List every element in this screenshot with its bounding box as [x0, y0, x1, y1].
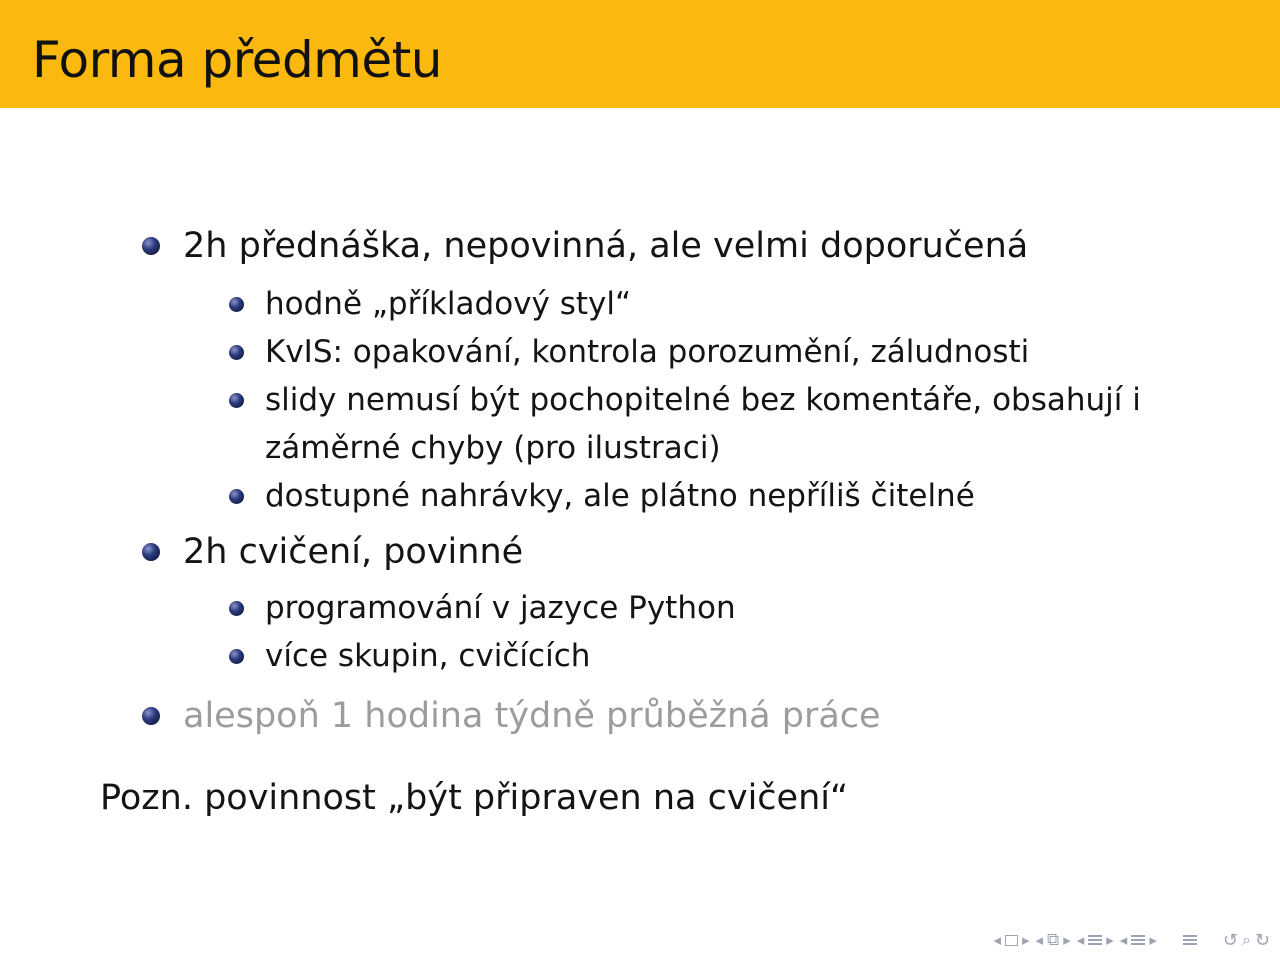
sub-item-text: více skupin, cvičících — [265, 638, 591, 674]
sub-item-text: KvIS: opakování, kontrola porozumění, záludnosti — [265, 334, 1030, 370]
next-slide-icon[interactable]: ▸ — [1149, 931, 1157, 949]
sub-item-text-continued: záměrné chyby (pro ilustraci) — [265, 430, 721, 466]
list-item — [140, 222, 1028, 270]
bullet-icon — [229, 393, 244, 408]
bullet-list-level2 — [228, 280, 1141, 520]
sub-list-item — [228, 472, 1141, 520]
search-icon[interactable]: ⌕ — [1241, 930, 1251, 949]
sub-item-text: hodně „příkladový styl“ — [265, 286, 632, 322]
navigation-bar — [993, 928, 1270, 952]
bullet-icon — [229, 345, 244, 360]
sub-list-item — [228, 376, 1141, 472]
bullet-icon — [229, 297, 244, 312]
bullet-list-level1 — [140, 692, 881, 740]
back-icon[interactable]: ↺ — [1222, 929, 1238, 951]
sub-list-item — [228, 632, 736, 680]
forward-icon[interactable]: ↻ — [1254, 929, 1270, 951]
next-subsection-icon[interactable]: ▸ — [1063, 931, 1071, 949]
bullet-icon — [229, 649, 244, 664]
list-item-dimmed — [140, 692, 881, 740]
footnote: Pozn. povinnost „být připraven na cvičení“ — [100, 778, 849, 818]
subsection-icon[interactable]: ⧉ — [1047, 930, 1060, 950]
sub-list-item — [228, 584, 736, 632]
sub-list-item — [228, 328, 1141, 376]
sub-item-text: dostupné nahrávky, ale plátno nepříliš čitelné — [265, 478, 975, 514]
prev-subsection-icon[interactable]: ◂ — [1035, 931, 1044, 949]
list-item-text: 2h přednáška, nepovinná, ale velmi doporučená — [183, 226, 1029, 266]
prev-section-icon[interactable]: ◂ — [1076, 931, 1085, 949]
document-icon[interactable] — [1183, 935, 1197, 945]
slide-icon[interactable] — [1131, 935, 1145, 945]
bullet-list-level2 — [228, 584, 736, 680]
bullet-icon — [142, 707, 160, 725]
bullet-icon — [229, 489, 244, 504]
list-item-text: 2h cvičení, povinné — [183, 532, 524, 572]
bullet-icon — [142, 237, 160, 255]
section-icon[interactable] — [1088, 935, 1102, 945]
prev-slide-icon[interactable]: ◂ — [1119, 931, 1128, 949]
bullet-list-level1 — [140, 528, 523, 576]
slide-title: Forma předmětu — [32, 31, 442, 89]
next-section-icon[interactable]: ▸ — [1106, 931, 1114, 949]
bullet-icon — [142, 543, 160, 561]
sub-item-text: slidy nemusí být pochopitelné bez komentáře, obsahují i — [265, 382, 1141, 418]
list-item — [140, 528, 523, 576]
bullet-list-level1 — [140, 222, 1028, 270]
list-item-text: alespoň 1 hodina týdně průběžná práce — [183, 696, 881, 736]
prev-frame-icon[interactable]: ◂ — [993, 931, 1001, 949]
next-frame-icon[interactable]: ▸ — [1021, 931, 1030, 949]
bullet-icon — [229, 601, 244, 616]
sub-list-item — [228, 280, 1141, 328]
sub-item-text: programování v jazyce Python — [265, 590, 736, 626]
frame-icon[interactable] — [1005, 935, 1018, 946]
